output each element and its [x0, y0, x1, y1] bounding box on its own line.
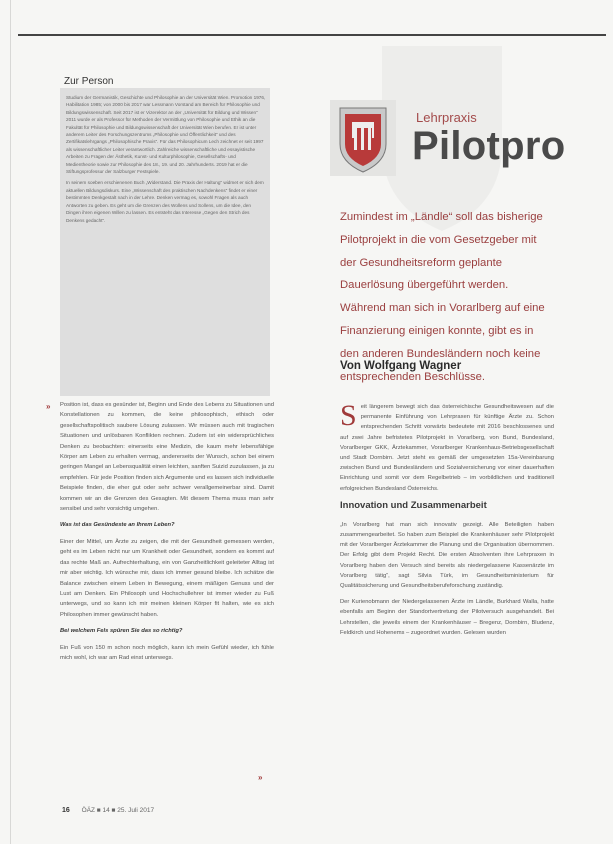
page-number: 16	[62, 807, 70, 814]
article-text: eit längerem bewegt sich das österreichische Gesundheitswesen auf die permanente Einführung von Lehrpraxen für künftige Ärzte zu. Schon entsprechenden Schritt vorwärts bedeutete mit 2016 beschlossenes und auf zwei Jahre befristetes Pilotprojekt in Vorarlberg, von Bund, Bundesland, Vorarlberger GKK, Ärztekammer, Vorarlberger Krankenhaus-Betriebsgesellschaft und Stadt Dornbirn. Jetzt steht es gemäß der umgesetzten 15a-Vereinbarung zwischen Bund und Bundesländern und Sozialversicherung vor einer dauerhaften Einrichtung und somit vor dem Regelbetrieb – im vorbildlichen und traditionell erfolgreichen Bundesland Österreichs.	[340, 404, 554, 492]
continue-mark: »	[258, 773, 263, 782]
vorarlberg-crest-icon	[330, 100, 396, 176]
article-paragraph	[340, 399, 554, 494]
article-paragraph: Der Kurienobmann der Niedergelassenen Ärzte im Ländle, Burkhard Walla, hatte ebenfalls am Beginn der Standortvertretung der Pilotversuch ausgehandelt. Bei Lehrstellen, die jeweils einem der Krankenhäuser – Bregenz, Dornbirn, Bludenz, Feldkirch und Hohenems – zugeordnet wurden. Gelesen wurden	[340, 599, 554, 636]
page-footer	[62, 807, 154, 814]
interview-answer: Ein Fuß von 150 m schon noch möglich, kann ich mein Gefühl wieder, ich fühle mich wohl, ich war am Rad einst unterwegs.	[60, 644, 274, 661]
binding-edge	[10, 0, 11, 844]
subheading: Innovation und Zusammenarbeit	[340, 499, 487, 511]
section-label: Lehrpraxis	[416, 110, 477, 125]
byline: Von Wolfgang Wagner	[340, 360, 462, 372]
person-heading: Zur Person	[64, 76, 114, 87]
issue-info: ÖÄZ ■ 14 ■ 25. Juli 2017	[81, 807, 155, 814]
interview-paragraph: Position ist, dass es gesünder ist, Beginn und Ende des Lebens zu Situationen und Konstellationen zu kommen, die keine philosophisch, ethisch oder gesellschaftspolitisch saubere Lösung zulassen. Wir müssen auch mit tragischen Situationen und unlösbaren Konflikten rechnen. Zudem ist ein widersprüchliches Denken zu beobachten: einerseits eine Medizin, die kaum mehr lebensfähige Körper am Leben zu erhalten vermag, andererseits der Wunsch, schon bei einem geringen Mangel an Lebensqualität einen leichten, sanften Suizid zuzulassen, ja zu empfehlen. Für jede Position finden sich Argumente und es lassen sich individuelle Beispiele finden, die eher gut oder sehr schwer verallgemeinerbar sind. Damit kommen wir an die Grenzen des Gesagten. Mit diesem Thema muss man sehr sensibel und sehr vorsichtig umgehen.	[60, 402, 274, 513]
lead-paragraph: Zumindest im „Ländle“ soll das bisherige Pilotprojekt in die vom Gesetzgeber mit der Gesundheitsreform geplante Dauerlösung übergeführt werden. Während man sich in Vorarlberg auf eine Finanzierung einigen konnte, gibt es in den anderen Bundesländern noch keine entsprechenden Beschlüsse.	[340, 211, 545, 383]
person-paragraph: Studium der Germanistik, Geschichte und Philosophie an der Universität Wien. Promotion 1976, Habilitation 1985; von 2000 bis 2017 war Lessmann Vorstand am Bereich für Philosophie und Bildungswissenschaft. Seit 2017 ist er Vizerektor an der „Universität für Bildung und Wissen“ 2011 wurde er als Professor für Methoden der Vermittlung von Philosophie und Ethik an die Fakultät für Philosophie und Bildungswissenschaft der Universität Wien berufen. Er ist unter anderem Leiter des Forschungszentrums „Philosophie und Öffentlichkeit“ und des Zertifikatslehrgangs „Philosophische Praxis“. Für das Philosophicum Lech zeichnet er seit 1997 als wissenschaftlicher Leiter verantwortlich. Zahlreiche wissenschaftliche und essayistische Arbeiten zu Fragen der Ästhetik, Kunst- und Kulturphilosophie, Gesellschafts- und Medientheorie sowie zur Philosophie des 18., 19. und 20. Jahrhunderts. 2019 hat er die Stiftungsprofessur der Salzburger Festspiele.	[66, 95, 266, 175]
article-paragraph: „In Vorarlberg hat man sich innovativ gezeigt. Alle Beteiligten haben zusammengearbeitet. So haben zum Beispiel die Krankenhäuser sehr Pilotprojekt mit der Vorarlberger Ärztekammer die Planung und die Organisation übernommen. Der Erfolg gibt dem Projekt Recht. Die ersten Absolventen ihre Lehrpraxen in Vorarlberg haben den Versuch sind bereits als niedergelassene Kassenärzte im Vorarlberg tätig“, sagt Silvia Türk, im Gesundheitsministerium für Qualitätssicherung und Gesundheitsberufeforschung zuständig.	[340, 521, 554, 590]
article-title: Pilotpro	[412, 124, 566, 168]
interview-answer: Einer der Mittel, um Ärzte zu zeigen, die mit der Gesundheit gemessen werden, geht es im Leben nicht nur um Krankheit oder Gesundheit, sondern es kommt auf das rechte Maß an. Aufrechterhaltung, ein von Ganzheitlichkeit geleiteter Alltag ist mir aber wichtig. Ich wünsche mir, dass ich immer gesund bleibe. Ich schätze die Balance zwischen einem Leben in Bewegung, einem mäßigen Genuss und der Lust am Denken. Ein Philosoph und Hochschullehrer ist immer wieder zu Fuß unterwegs, und so kann ich mir meinen kleinen Körper fit halten, wie es sich Philosophen immer gewünscht haben.	[60, 538, 274, 618]
interview-question: Was ist das Gesündeste an Ihrem Leben?	[60, 522, 175, 529]
interview-question: Bei welchem Fels spüren Sie das so richtig?	[60, 628, 183, 635]
quote-open-mark: »	[46, 402, 51, 411]
person-text	[66, 94, 266, 228]
drop-cap: S	[340, 399, 357, 432]
person-paragraph: In seinem soeben erschienenen Buch „Widerstand. Die Praxis der Haltung“ widmet er sich dem aktuellen Bildungsdiskurs. Eine „Wissenschaft des praktischen Nachdenkens“ findet er einer bestimmten Denkgestalt nach in der Lehre. Denken vermag es, sowohl Fragen als auch Antworten zu geben. Es geht um die Grenzen des Wollens und Sollens, um die Idee, den Dingen ihren eigenen Willen zu lassen. Es entsteht das Interesse „Gegen den Strich des Denkens gedacht“.	[66, 180, 264, 223]
left-column	[60, 400, 274, 669]
right-column	[340, 399, 554, 644]
